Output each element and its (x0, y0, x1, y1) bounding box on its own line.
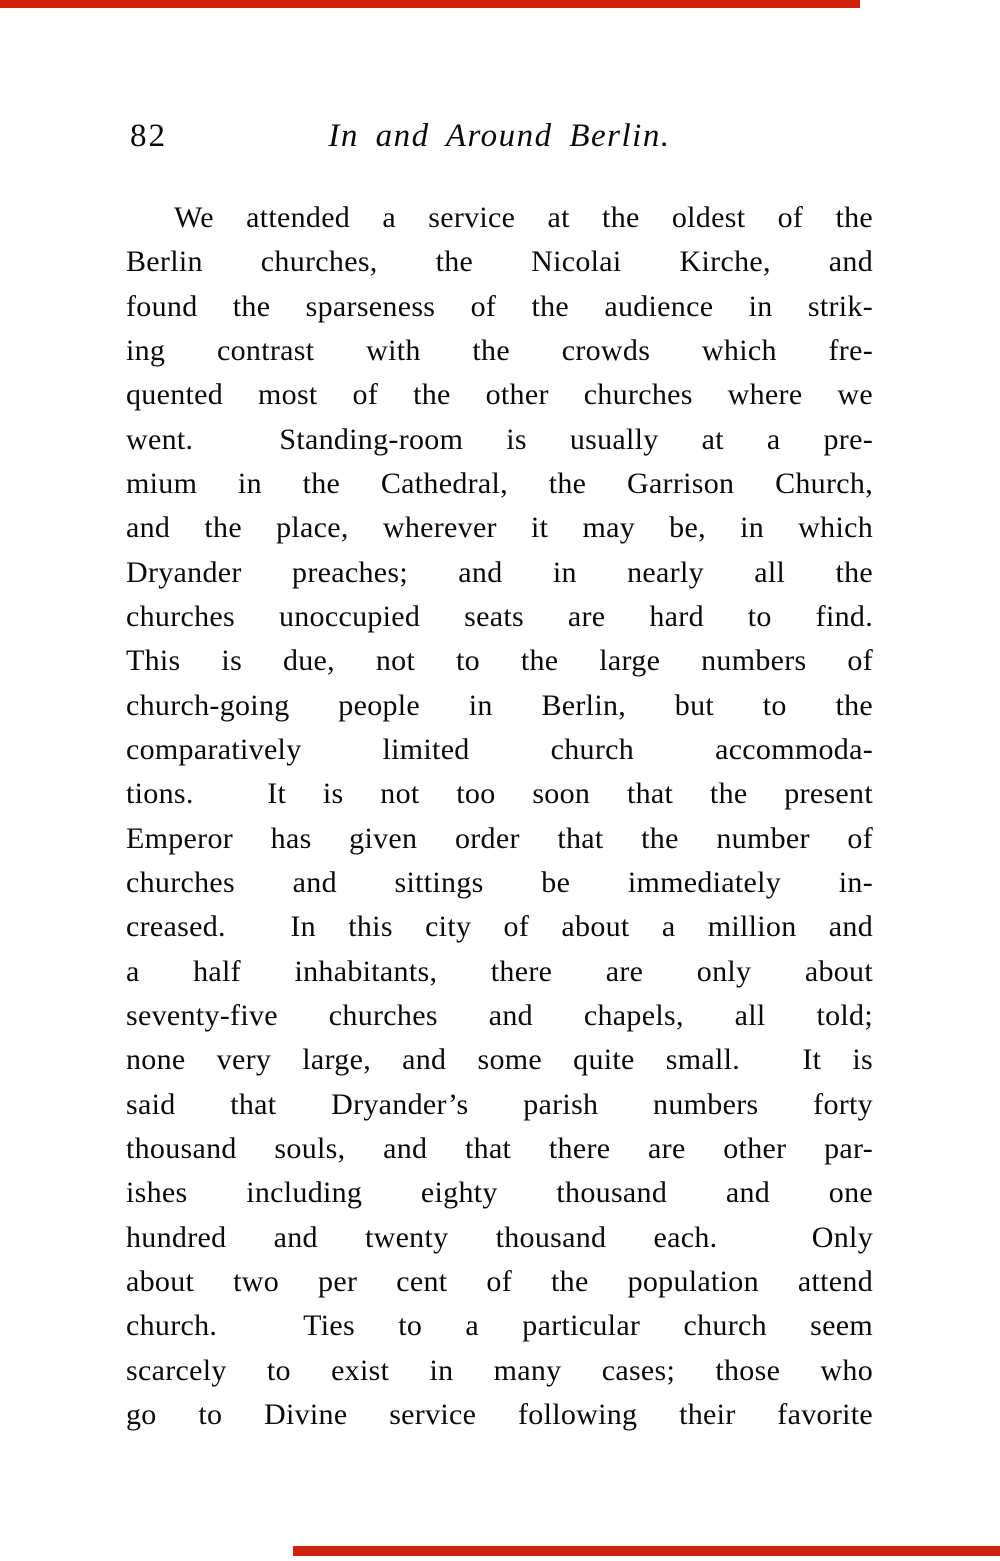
running-title: In and Around Berlin. (328, 118, 671, 154)
text-line: church. Ties to a particular church seem (126, 1309, 873, 1343)
text-line: ishes including eighty thousand and one (126, 1176, 873, 1210)
text-line: comparatively limited church accommoda- (126, 732, 873, 766)
text-line: ing contrast with the crowds which fre- (126, 333, 873, 367)
running-head (126, 116, 873, 158)
scan-edge-mark-bottom (293, 1546, 1000, 1556)
text-line: We attended a service at the oldest of the (174, 201, 873, 234)
text-line: seventy-five churches and chapels, all told; (126, 998, 873, 1032)
text-line: Berlin churches, the Nicolai Kirche, and (126, 245, 873, 279)
text-line: quented most of the other churches where we (126, 378, 873, 412)
text-line: thousand souls, and that there are other par- (126, 1131, 873, 1165)
text-line: churches and sittings be immediately in- (126, 865, 873, 899)
text-line: churches unoccupied seats are hard to find. (126, 599, 873, 633)
text-line: a half inhabitants, there are only about (126, 954, 873, 988)
text-line: none very large, and some quite small. It is (126, 1043, 873, 1077)
text-line: church-going people in Berlin, but to the (126, 688, 873, 722)
text-line: mium in the Cathedral, the Garrison Church, (126, 466, 873, 500)
text-line: about two per cent of the population attend (126, 1264, 873, 1298)
text-line: hundred and twenty thousand each. Only (126, 1220, 873, 1254)
text-line: went. Standing-room is usually at a pre- (126, 422, 873, 456)
text-line: and the place, wherever it may be, in which (126, 511, 873, 545)
text-line: found the sparseness of the audience in strik- (126, 289, 873, 323)
text-line: creased. In this city of about a million and (126, 910, 873, 944)
page-body (126, 196, 873, 1437)
text-line: go to Divine service following their favorite (126, 1397, 873, 1431)
text-line: Emperor has given order that the number of (126, 821, 873, 855)
text-line: tions. It is not too soon that the present (126, 777, 873, 811)
page-number: 82 (130, 118, 167, 154)
text-line: scarcely to exist in many cases; those who (126, 1353, 873, 1387)
text-line: said that Dryander’s parish numbers forty (126, 1087, 873, 1121)
text-line: Dryander preaches; and in nearly all the (126, 555, 873, 589)
scan-edge-mark-top (0, 0, 860, 8)
text-line: This is due, not to the large numbers of (126, 644, 873, 678)
